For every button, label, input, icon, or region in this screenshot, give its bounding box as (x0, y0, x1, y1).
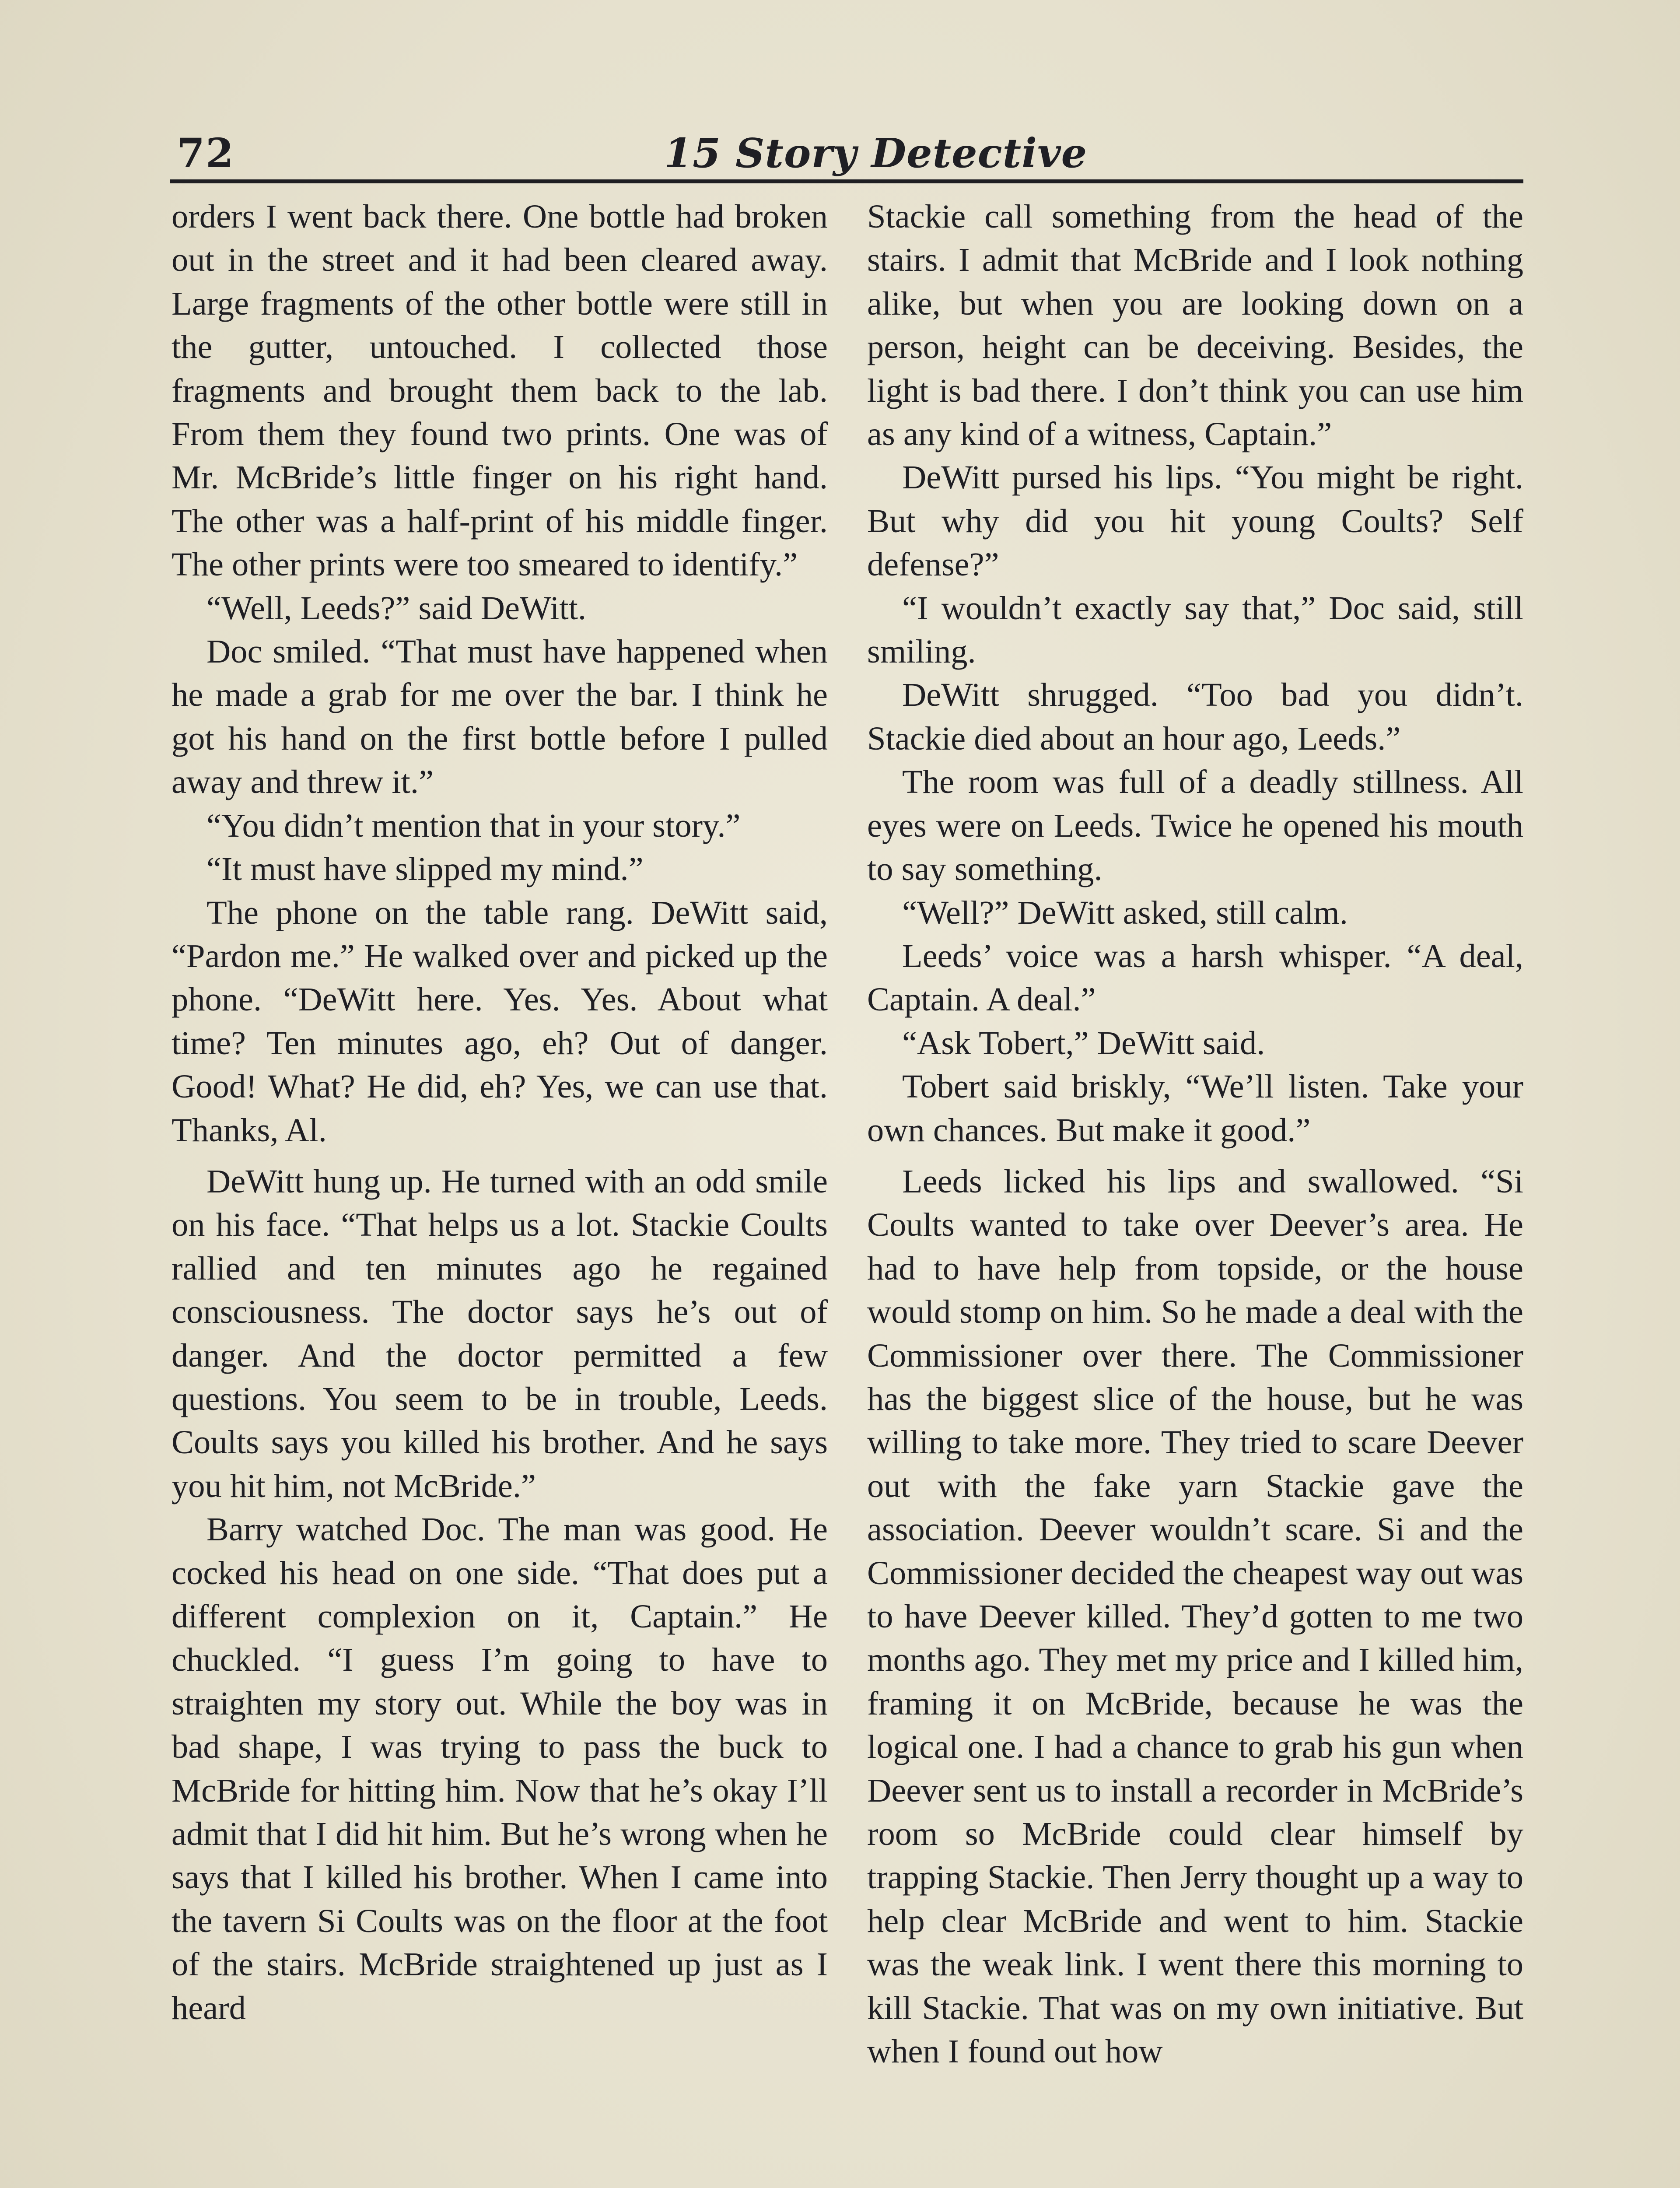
paragraph: “I wouldn’t exactly say that,” Doc said, still smiling. (867, 589, 1523, 670)
paragraph: orders I went back there. One bottle had broken out in the street and it had been cleared away. Large fragments of the other bottle were still in the gutter, untouched. I collected those fragments and brought them back to the lab. From them they found two prints. One was of Mr. McBride’s little finger on his right hand. The other was a half-print of his middle finger. The other prints were too smeared to identify.” (172, 198, 828, 583)
left-column (172, 195, 828, 2030)
paragraph: Doc smiled. “That must have happened when he made a grab for me over the bar. I think he got his hand on the first bottle before I pulled away and threw it.” (172, 633, 828, 801)
paragraph: “Well, Leeds?” said DeWitt. (206, 589, 587, 627)
paragraph: The room was full of a deadly stillness. All eyes were on Leeds. Twice he opened his mouth to say something. (867, 763, 1523, 888)
paragraph: DeWitt hung up. He turned with an odd smile on his face. “That helps us a lot. Stackie Coults rallied and ten minutes ago he regained consciousness. The doctor says he’s out of danger. And the doctor permitted a few questions. You seem to be in trouble, Leeds. Coults says you killed his brother. And he says you hit him, not McBride.” (172, 1162, 828, 1504)
paragraph: Tobert said briskly, “We’ll listen. Take your own chances. But make it good.” (867, 1068, 1523, 1149)
paragraph: Barry watched Doc. The man was good. He cocked his head on one side. “That does put a different complexion on it, Captain.” He chuckled. “I guess I’m going to have to straighten my story out. While the boy was in bad shape, I was trying to pass the buck to McBride for hitting him. Now that he’s okay I’ll admit that I did hit him. But he’s wrong when he says that I killed his brother. When I came into the tavern Si Coults was on the floor at the foot of the stairs. McBride straightened up just as I heard (172, 1511, 828, 2027)
paragraph: “It must have slipped my mind.” (206, 850, 644, 888)
paragraph: Stackie call something from the head of the stairs. I admit that McBride and I look nothing alike, but when you are looking down on a person, height can be deceiving. Besides, the light is bad there. I don’t think you can use him as any kind of a witness, Captain.” (867, 198, 1523, 453)
paragraph: Leeds licked his lips and swallowed. “Si Coults wanted to take over Deever’s area. He had to have help from topside, or the house would stomp on him. So he made a deal with the Commissioner over there. The Commissioner has the biggest slice of the house, but he was willing to take more. They tried to scare Deever out with the fake yarn Stackie gave the association. Deever wouldn’t scare. Si and the Commissioner decided the cheapest way out was to have Deever killed. They’d gotten to me two months ago. They met my price and I killed him, framing it on McBride, because he was the logical one. I had a chance to grab his gun when Deever sent us to install a recorder in McBride’s room so McBride could clear himself by trapping Stackie. Then Jerry thought up a way to help clear McBride and went to him. Stackie was the weak link. I went there this morning to kill Stackie. That was on my own initiative. But when I found out how (867, 1162, 1523, 2070)
paragraph: “Ask Tobert,” DeWitt said. (902, 1024, 1265, 1062)
paragraph: The phone on the table rang. DeWitt said, “Pardon me.” He walked over and picked up the phone. “DeWitt here. Yes. Yes. About what time? Ten minutes ago, eh? Out of danger. Good! What? He did, eh? Yes, we can use that. Thanks, Al. (172, 894, 828, 1149)
paragraph: “Well?” DeWitt asked, still calm. (902, 894, 1348, 931)
magazine-title: 15 Story Detective (664, 130, 1088, 177)
paragraph: “You didn’t mention that in your story.” (206, 806, 741, 844)
page-number: 72 (177, 130, 235, 177)
paragraph: Leeds’ voice was a harsh whisper. “A deal, Captain. A deal.” (867, 937, 1523, 1018)
paragraph: DeWitt pursed his lips. “You might be right. But why did you hit young Coults? Self defense?” (867, 459, 1523, 583)
paragraph: DeWitt shrugged. “Too bad you didn’t. Stackie died about an hour ago, Leeds.” (867, 676, 1523, 757)
page-header (170, 128, 1523, 183)
right-column (867, 195, 1523, 2073)
